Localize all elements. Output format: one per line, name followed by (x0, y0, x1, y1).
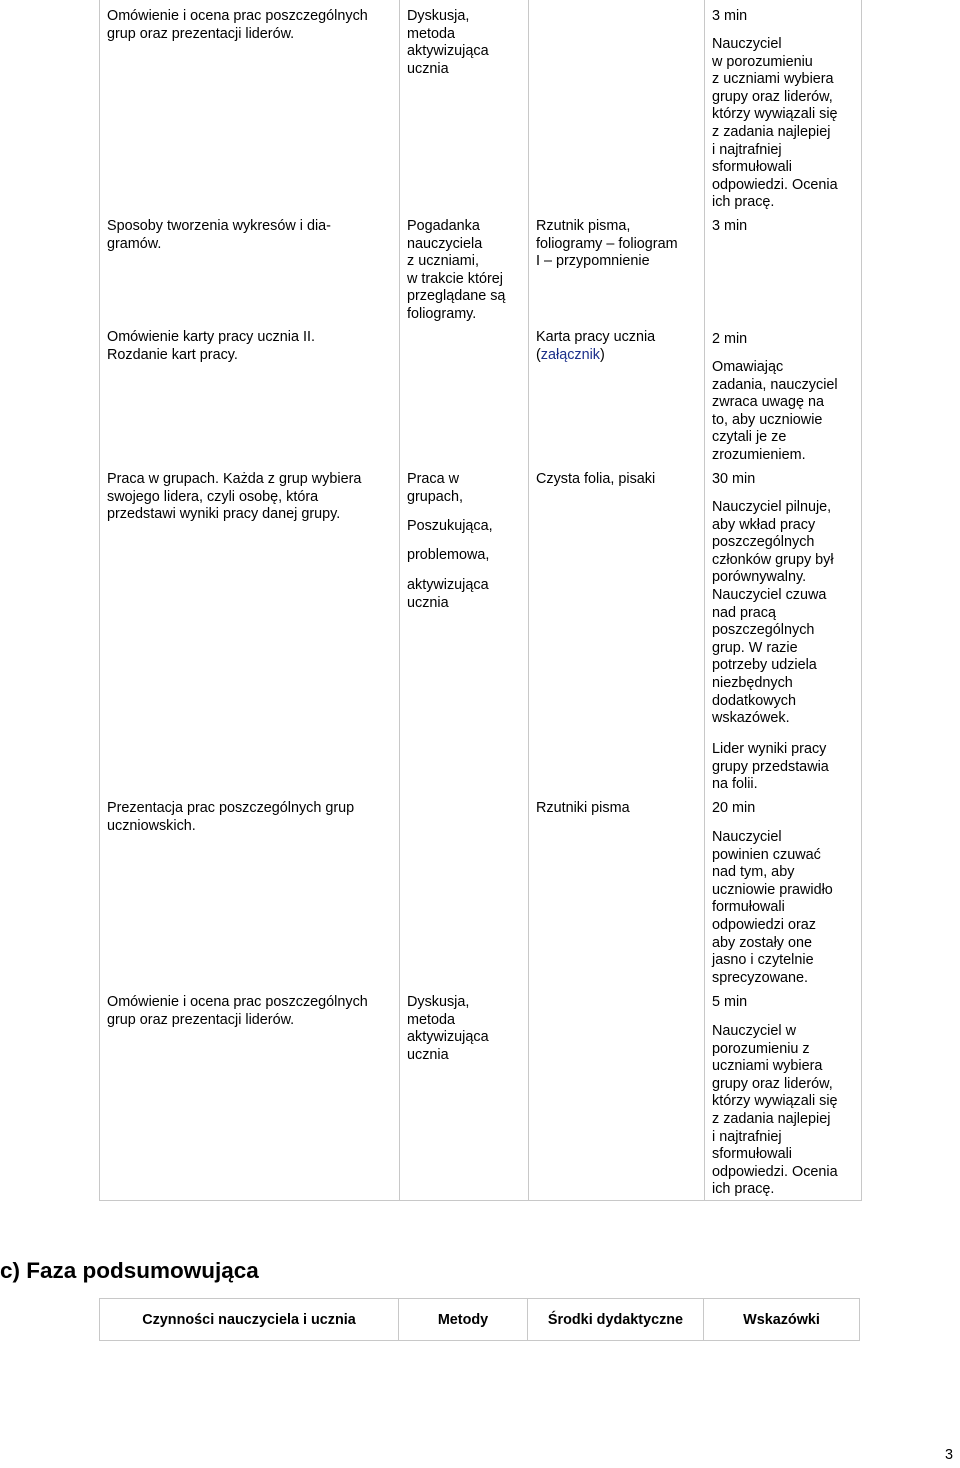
column-divider (399, 0, 400, 1200)
method-cell: Poszukująca, (407, 518, 493, 534)
time-label: 2 min (712, 331, 748, 347)
column-divider (528, 0, 529, 1200)
time-label: 3 min (712, 218, 748, 234)
aids-cell: Rzutnik pisma, foliogramy – foliogram I – przypomnienie (536, 218, 678, 270)
activity-cell: Omówienie i ocena prac poszczególnych grup oraz prezentacji liderów. (107, 994, 368, 1028)
note-cell: Omawiając zadania, nauczyciel zwraca uwagę na to, aby uczniowie czytali je ze zrozumieniem. (712, 359, 838, 463)
attachment-link[interactable]: załącznik (540, 346, 600, 363)
aids-cell: Rzutniki pisma (536, 800, 630, 816)
column-header-activities: Czynności nauczyciela i ucznia (100, 1299, 399, 1340)
time-label: 5 min (712, 994, 748, 1010)
method-cell: Dyskusja, metoda aktywizująca ucznia (407, 994, 489, 1063)
aids-cell (536, 329, 655, 364)
activity-cell: Prezentacja prac poszczególnych grup uczniowskich. (107, 800, 355, 834)
activity-cell: Omówienie karty pracy ucznia II. Rozdanie kart pracy. (107, 329, 315, 363)
aids-cell: Czysta folia, pisaki (536, 471, 656, 487)
note-cell: Nauczyciel powinien czuwać nad tym, aby uczniowie prawidło formułowali odpowiedzi oraz aby zostały one jasno i czytelnie sprecyzowane. (712, 829, 833, 986)
section-heading: c) Faza podsumowująca (0, 1258, 259, 1283)
time-label: 20 min (712, 800, 756, 816)
note-cell: Nauczyciel pilnuje, aby wkład pracy poszczególnych członków grupy był porównywalny. Nauczyciel czuwa nad pracą poszczególnych grup. W razie potrzeby udziela niezbędnych dodatkowych wskazówek. (712, 499, 834, 727)
aids-text: ) (599, 346, 605, 363)
column-header-methods: Metody (399, 1299, 528, 1340)
method-cell: Praca w grupach, (407, 471, 464, 505)
page-number: 3 (945, 1447, 954, 1463)
note-cell: Nauczyciel w porozumieniu z uczniami wybiera grupy oraz liderów, którzy wywiązali się z zadania najlepiej i najtrafniej sformułowali odpowiedzi. Ocenia ich pracę. (712, 36, 838, 211)
aids-text: Karta pracy ucznia ( (536, 329, 656, 363)
method-cell: aktywizująca ucznia (407, 577, 489, 611)
method-cell: Pogadanka nauczyciela z uczniami, w trakcie której przeglądane są foliogramy. (407, 218, 506, 322)
method-cell: problemowa, (407, 547, 490, 563)
column-divider (704, 0, 705, 1200)
activity-cell: Omówienie i ocena prac poszczególnych grup oraz prezentacji liderów. (107, 8, 368, 42)
column-header-notes: Wskazówki (743, 1311, 820, 1328)
note-cell: Lider wyniki pracy grupy przedstawia na folii. (712, 741, 829, 793)
method-cell: Dyskusja, metoda aktywizująca ucznia (407, 8, 489, 77)
note-cell: Nauczyciel w porozumieniu z uczniami wybiera grupy oraz liderów, którzy wywiązali się z zadania najlepiej i najtrafniej sformułowali odpowiedzi. Ocenia ich pracę. (712, 1023, 838, 1198)
time-label: 3 min (712, 8, 748, 24)
time-label: 30 min (712, 471, 756, 487)
summary-table (99, 1298, 860, 1341)
activity-cell: Praca w grupach. Każda z grup wybiera swojego lidera, czyli osobę, która przedstawi wyniki pracy danej grupy. (107, 471, 362, 523)
activity-cell: Sposoby tworzenia wykresów i dia- gramów. (107, 218, 331, 252)
column-header-aids: Środki dydaktyczne (528, 1299, 704, 1340)
